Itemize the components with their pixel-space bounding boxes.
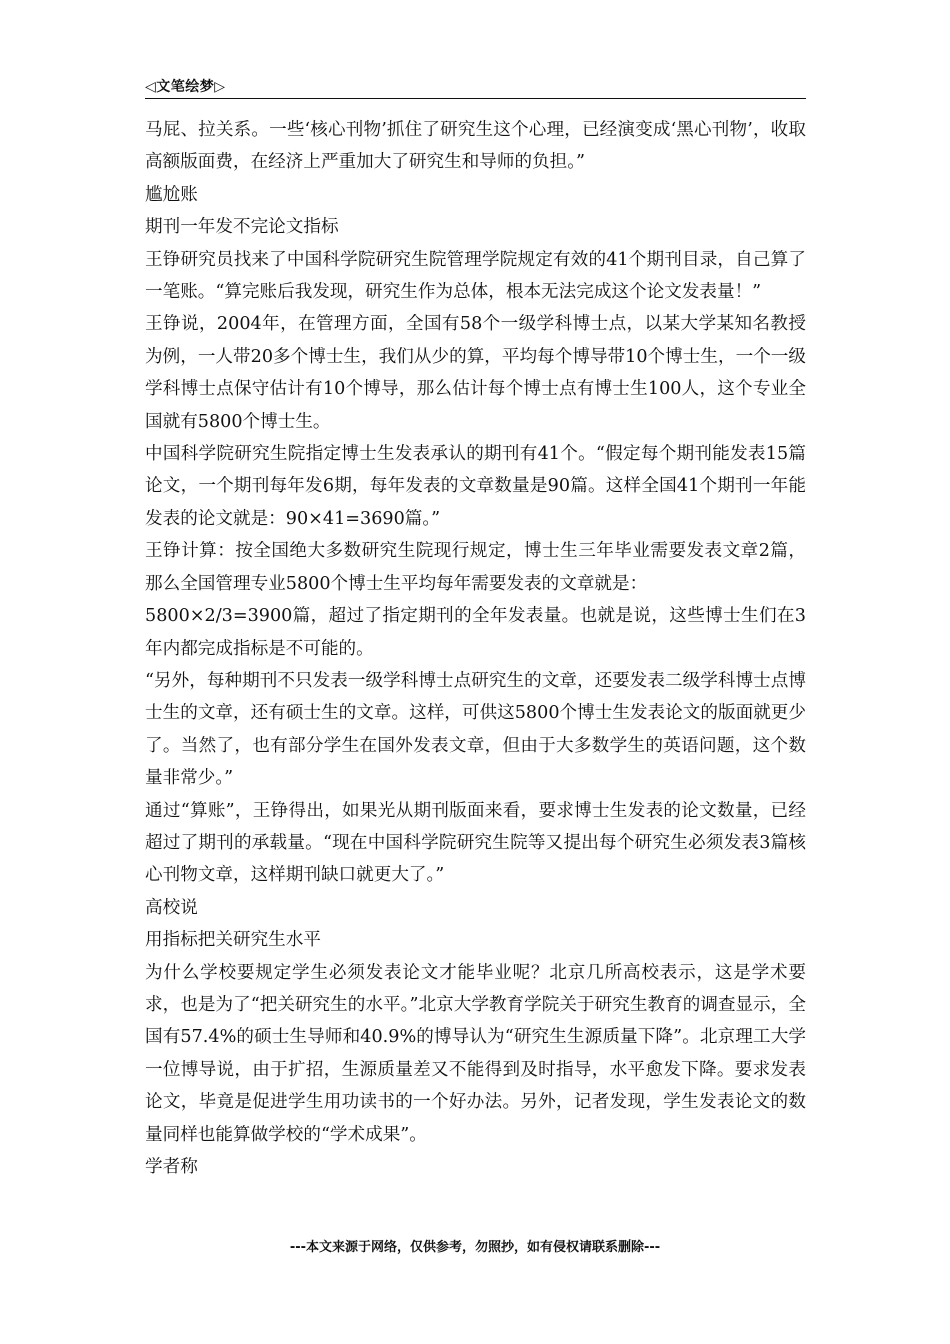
section-subheading: 用指标把关研究生水平: [145, 930, 321, 951]
page-footer: ---本文来源于网络，仅供参考，勿照抄，如有侵权请联系删除---: [289, 1240, 661, 1255]
section-heading: 高校说: [145, 897, 198, 918]
document-body: [145, 114, 806, 1183]
header-title: ◁文笔绘梦▷: [145, 79, 226, 95]
paragraph: 通过“算账”，王铮得出，如果光从期刊版面来看，要求博士生发表的论文数量，已经超过了期刊的承载量。“现在中国科学院研究生院等又提出每个研究生必须发表3篇核心刊物文章，这样期刊缺口就更大了。”: [145, 800, 806, 886]
paragraph: 为什么学校要规定学生必须发表论文才能毕业呢？北京几所高校表示，这是学术要求，也是为了“把关研究生的水平。”北京大学教育学院关于研究生教育的调查显示，全国有57.4%的硕士生导师和40.9%的博导认为“研究生生源质量下降”。北京理工大学一位博导说，由于扩招，生源质量差又不能得到及时指导，水平愈发下降。要求发表论文，毕竟是促进学生用功读书的一个好办法。另外，记者发现，学生发表论文的数量同样也能算做学校的“学术成果”。: [145, 962, 806, 1145]
paragraph: “另外，每种期刊不只发表一级学科博士点研究生的文章，还要发表二级学科博士点博士生的文章，还有硕士生的文章。这样，可供这5800个博士生发表论文的版面就更少了。当然了，也有部分学生在国外发表文章，但由于大多数学生的英语问题，这个数量非常少。”: [145, 670, 806, 789]
paragraph: 5800×2/3=3900篇，超过了指定期刊的全年发表量。也就是说，这些博士生们在3年内都完成指标是不可能的。: [145, 606, 806, 659]
section-heading: 尴尬账: [145, 184, 198, 205]
paragraph: 王铮计算：按全国绝大多数研究生院现行规定，博士生三年毕业需要发表文章2篇，那么全国管理专业5800个博士生平均每年需要发表的文章就是：: [145, 541, 806, 594]
paragraph: 王铮研究员找来了中国科学院研究生院管理学院规定有效的41个期刊目录，自己算了一笔账。“算完账后我发现，研究生作为总体，根本无法完成这个论文发表量！”: [145, 249, 806, 303]
section-heading: 学者称: [145, 1157, 198, 1177]
paragraph: 中国科学院研究生院指定博士生发表承认的期刊有41个。“假定每个期刊能发表15篇论文，一个期刊每年发6期，每年发表的文章数量是90篇。这样全国41个期刊一年能发表的论文就是：90×41=3690篇。”: [145, 444, 806, 529]
section-subheading: 期刊一年发不完论文指标: [145, 217, 339, 238]
paragraph: 马屁、拉关系。一些‘核心刊物’抓住了研究生这个心理，已经演变成‘黑心刊物’，收取高额版面费，在经济上严重加大了研究生和导师的负担。”: [145, 120, 806, 173]
page-header: [145, 74, 806, 99]
paragraph: 王铮说，2004年，在管理方面，全国有58个一级学科博士点，以某大学某知名教授为例，一人带20多个博士生，我们从少的算，平均每个博导带10个博士生，一个一级学科博士点保守估计有10个博导，那么估计每个博士点有博士生100人，这个专业全国就有5800个博士生。: [145, 314, 806, 432]
